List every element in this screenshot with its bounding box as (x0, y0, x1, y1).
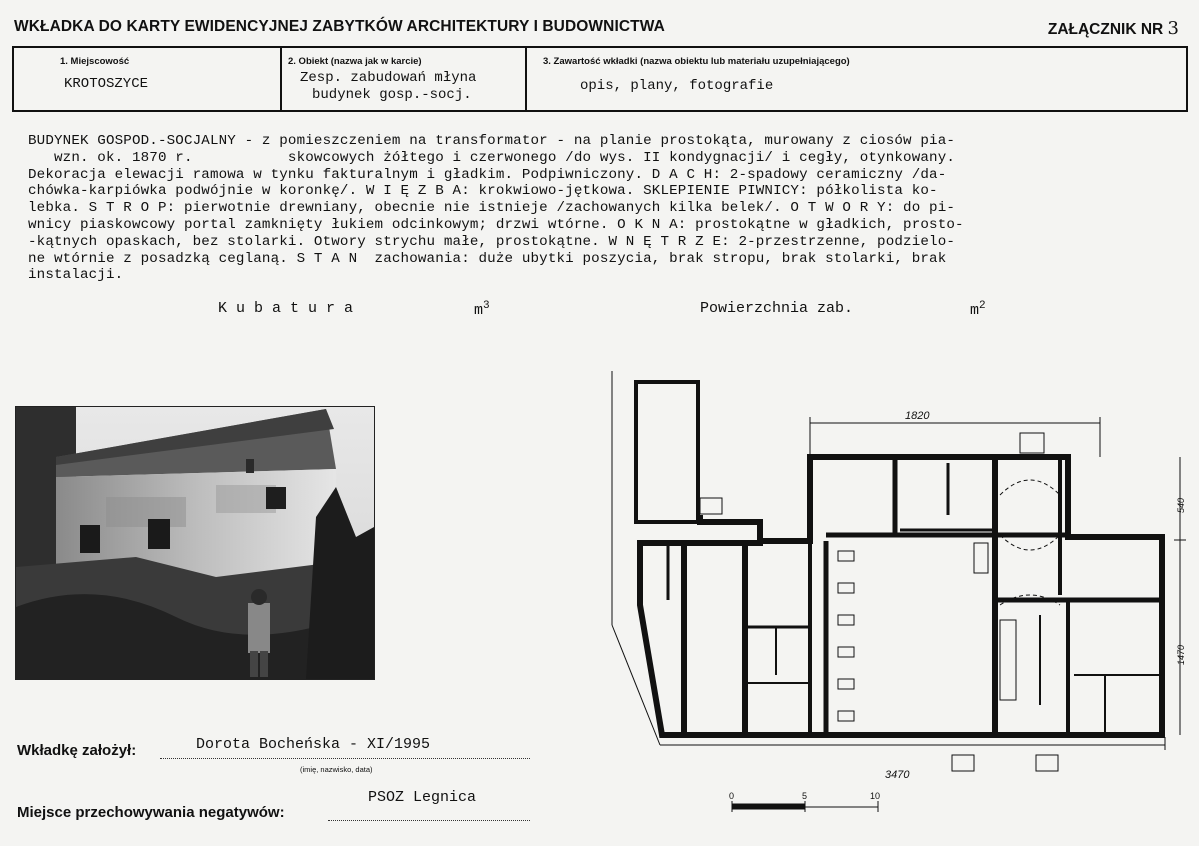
author-dotted-line (160, 758, 530, 759)
annex-label-text: ZAŁĄCZNIK NR (1047, 21, 1164, 38)
description-line: wnicy piaskowcowy portal zamknięty łukiem odcinkowym; drzwi wtórne. O K N A: prostokątne w gładkich, prosto- (28, 216, 964, 233)
description-line: wzn. ok. 1870 r. skowcowych żółtego i czerwonego /do wys. II kondygnacji/ i cegły, otynkowany. (28, 149, 956, 166)
content-label: 3. Zawartość wkładki (nazwa obiektu lub materiału uzupełniającego) (543, 56, 850, 67)
field-divider-4 (1186, 46, 1188, 112)
author-note: (imię, nazwisko, data) (300, 765, 373, 774)
area-unit (970, 300, 986, 319)
description-line: chówka-karpiówka podwójnie w koronkę/. W I Ę Z B A: krokwiowo-jętkowa. SKLEPIENIE PIWNICY: półkolista ko- (28, 183, 938, 200)
plan-dim-right-bottom: 1470 (1176, 644, 1186, 665)
fields-bottom-rule (12, 110, 1187, 112)
description-line: -kątnych opaskach, bez stolarki. Otwory strychu małe, prostokątne. W N Ę T R Z E: 2-przestrzenne, podzielo- (28, 233, 956, 250)
area-unit-text: m (970, 302, 980, 319)
description-line: BUDYNEK GOSPOD.-SOCJALNY - z pomieszczeniem na transformator - na planie prostokąta, murowany z ciosów pia- (28, 133, 956, 149)
description-block (28, 133, 1158, 284)
building-photo-image (16, 407, 374, 679)
scale-label-5: 5 (802, 791, 808, 801)
volume-unit-text: m (474, 302, 484, 319)
volume-label: K u b a t u r a (218, 300, 354, 317)
object-label: 2. Obiekt (nazwa jak w karcie) (288, 56, 422, 67)
scale-label-10: 10 (870, 791, 881, 801)
area-label: Powierzchnia zab. (700, 300, 854, 317)
content-value: opis, plany, fotografie (580, 78, 774, 94)
field-divider-3 (525, 46, 527, 112)
building-photo (15, 406, 375, 680)
annex-number: 3 (1167, 18, 1179, 39)
header-top-rule (12, 46, 1187, 48)
plan-dim-top: 1820 (905, 410, 930, 422)
negatives-value: PSOZ Legnica (368, 789, 477, 806)
negatives-dotted-line (328, 820, 530, 821)
field-divider-1 (12, 46, 14, 112)
object-value-line1: Zesp. zabudowań młyna (300, 70, 477, 86)
annex-label (1048, 18, 1179, 39)
area-unit-exp: 2 (979, 300, 986, 312)
description-line: lebka. S T R O P: pierwotnie drewniany, obecnie nie istnieje /zachowanych kilka belek/. O T W O R Y: do pi- (28, 200, 956, 217)
floor-plan (600, 365, 1190, 815)
object-value-line2: budynek gosp.-socj. (312, 87, 472, 103)
description-line: ne wtórnie z posadzką ceglaną. S T A N zachowania: duże ubytki poszycia, brak stropu, brak stolarki, brak (28, 250, 947, 267)
volume-unit-exp: 3 (483, 300, 490, 312)
description-line: Dekoracja elewacji ramowa w tynku fakturalnym i gładkim. Podpiwniczony. D A C H: 2-spadowy ceramiczny /da- (28, 166, 947, 183)
scale-label-0: 0 (729, 791, 735, 801)
place-value: KROTOSZYCE (64, 76, 149, 92)
field-divider-2 (280, 46, 282, 112)
form-title: WKŁADKA DO KARTY EWIDENCYJNEJ ZABYTKÓW ARCHITEKTURY I BUDOWNICTWA (14, 18, 665, 35)
plan-dim-bottom: 3470 (885, 769, 910, 781)
author-label: Wkładkę założył: (17, 742, 137, 759)
volume-unit (474, 300, 490, 319)
place-label: 1. Miejscowość (60, 56, 130, 67)
author-value: Dorota Bocheńska - XI/1995 (196, 736, 431, 753)
negatives-label: Miejsce przechowywania negatywów: (17, 804, 285, 821)
description-line: instalacji. (28, 267, 124, 284)
plan-dim-right-top: 540 (1176, 497, 1186, 513)
